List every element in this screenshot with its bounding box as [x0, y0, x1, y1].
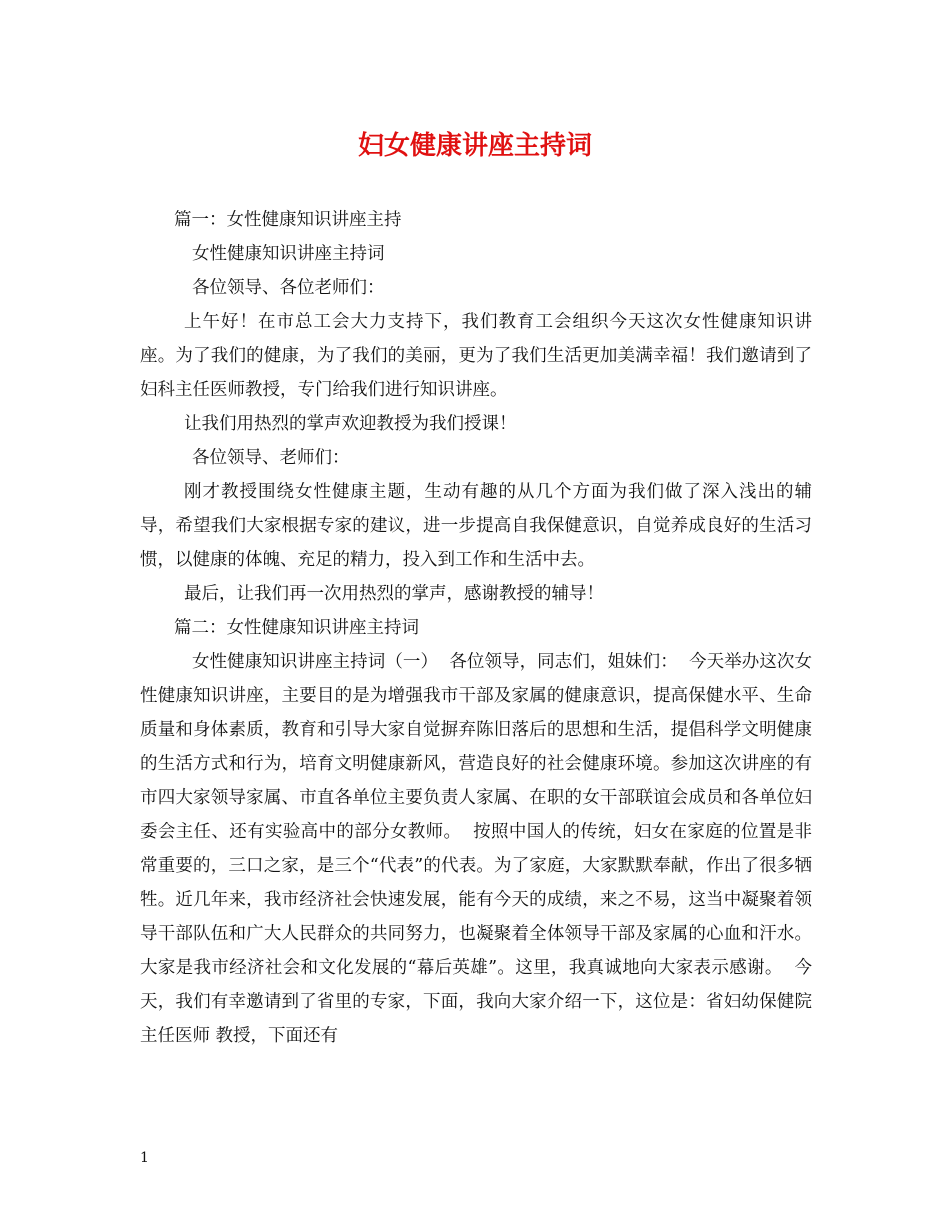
- paragraph: 最后，让我们再一次用热烈的掌声，感谢教授的辅导！: [184, 584, 604, 604]
- paragraph: 女性健康知识讲座主持词（一） 各位领导，同志们，姐妹们： 今天举办这次女性健康知识讲座，主要目的是为增强我市干部及家属的健康意识，提高保健水平、生命质量和身体素质，教育和引导大家自觉摒弃陈旧落后的思想和生活，提倡科学文明健康的生活方式和行为，培育文明健康新风，营造良好的社会健康环境。参加这次讲座的有市四大家领导家属、市直各单位主要负责人家属、在职的女干部联谊会成员和各单位妇委会主任、还有实验高中的部分女教师。 按照中国人的传统，妇女在家庭的位置是非常重要的，三口之家，是三个“代表”的代表。为了家庭，大家默默奉献，作出了很多牺牲。近几年来，我市经济社会快速发展，能有今天的成绩，来之不易，这当中凝聚着领导干部队伍和广大人民群众的共同努力，也凝聚着全体领导干部及家属的心血和汗水。大家是我市经济社会和文化发展的“幕后英雄”。这里，我真诚地向大家表示感谢。 今天，我们有幸邀请到了省里的专家，下面，我向大家介绍一下，这位是：省妇幼保健院主任医师 教授，下面还有: [140, 652, 812, 1046]
- subheading: 女性健康知识讲座主持词: [192, 244, 385, 264]
- salutation: 各位领导、各位老师们：: [192, 278, 385, 298]
- paragraph: 让我们用热烈的掌声欢迎教授为我们授课！: [184, 414, 517, 434]
- document-title: 妇女健康讲座主持词: [357, 131, 592, 161]
- section-heading-2: 篇二：女性健康知识讲座主持词: [174, 618, 419, 638]
- page-number: 1: [140, 1150, 149, 1166]
- document-body: [140, 203, 812, 1053]
- salutation: 各位领导、老师们：: [192, 448, 350, 468]
- section-heading-1: 篇一：女性健康知识讲座主持: [174, 210, 402, 230]
- paragraph: 上午好！在市总工会大力支持下，我们教育工会组织今天这次女性健康知识讲座。为了我们的健康，为了我们的美丽，更为了我们生活更加美满幸福！我们邀请到了妇科主任医师教授，专门给我们进行知识讲座。: [140, 312, 812, 400]
- paragraph: 刚才教授围绕女性健康主题，生动有趣的从几个方面为我们做了深入浅出的辅导，希望我们大家根据专家的建议，进一步提高自我保健意识，自觉养成良好的生活习惯，以健康的体魄、充足的精力，投入到工作和生活中去。: [140, 482, 812, 570]
